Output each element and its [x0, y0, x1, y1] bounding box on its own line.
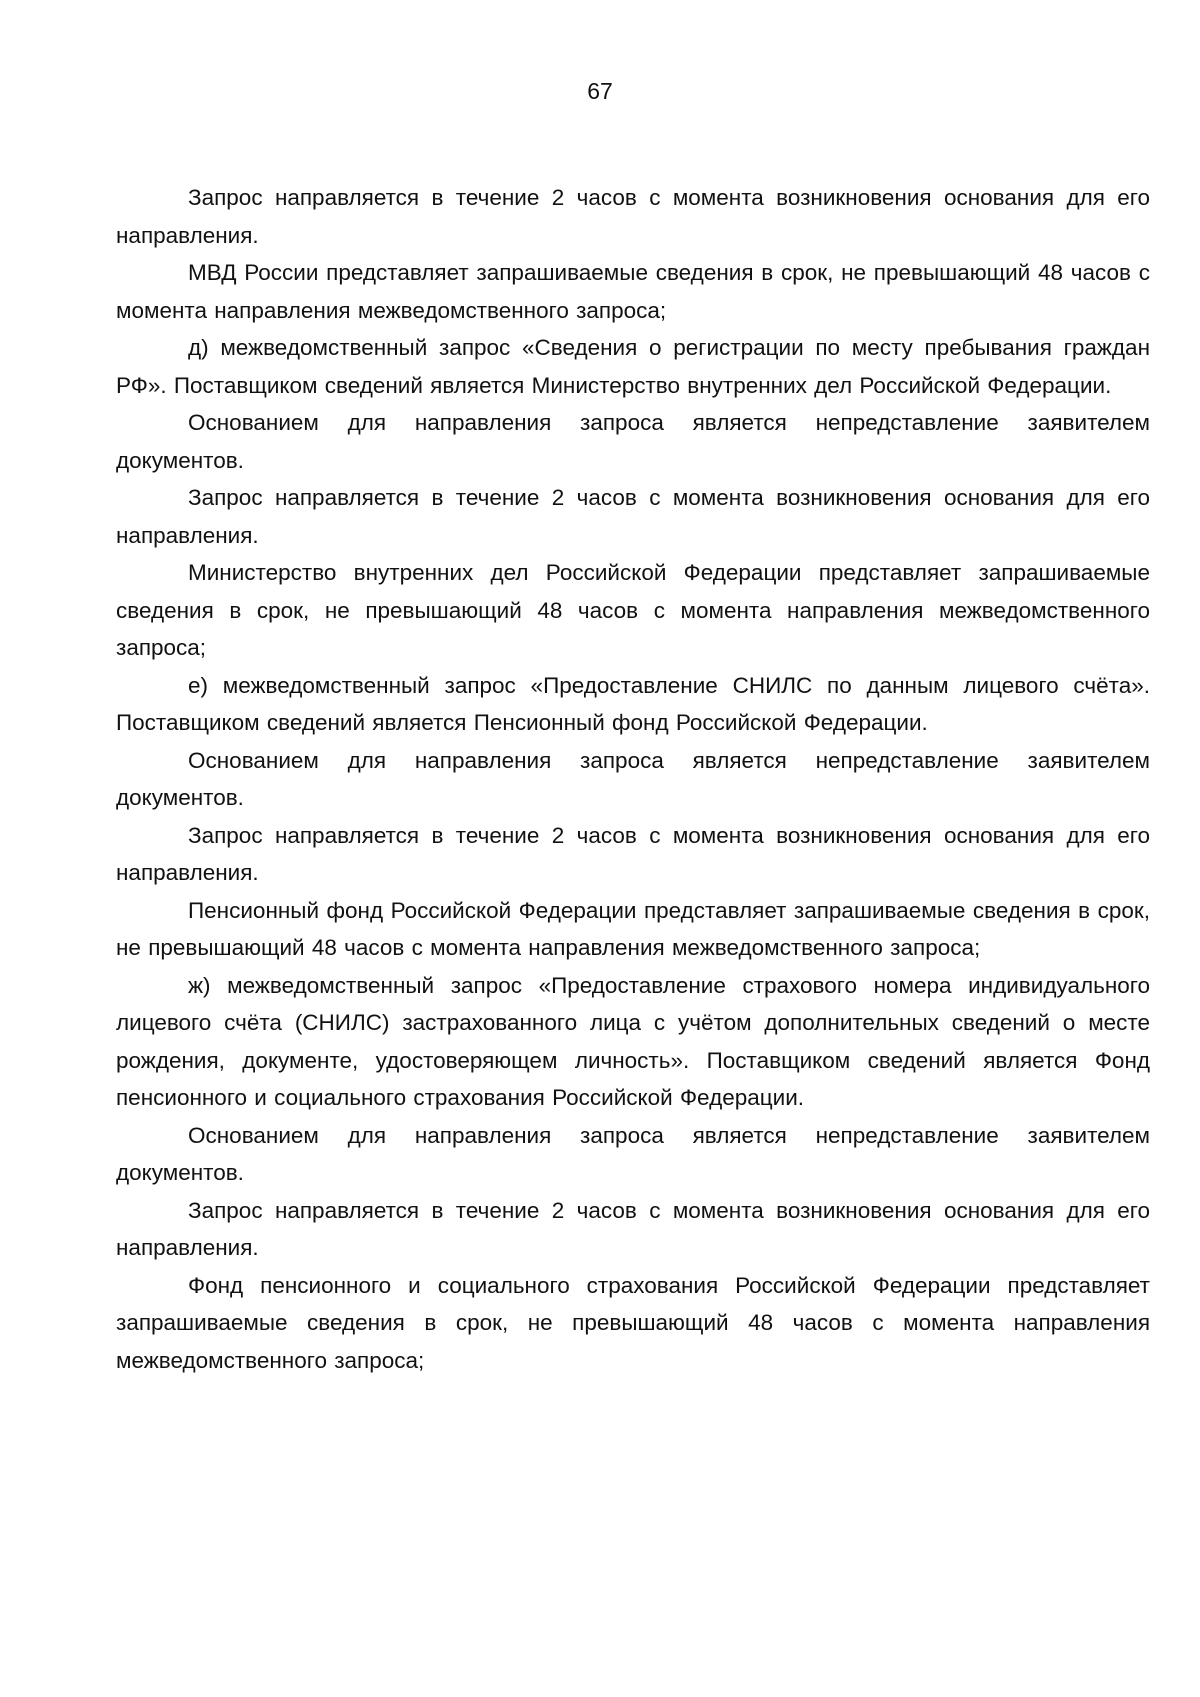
- paragraph: Запрос направляется в течение 2 часов с момента возникновения основания для его направления.: [116, 822, 1150, 885]
- page-number: 67: [587, 78, 613, 104]
- paragraph: Запрос направляется в течение 2 часов с момента возникновения основания для его направления.: [116, 485, 1150, 548]
- paragraph: МВД России представляет запрашиваемые сведения в срок, не превышающий 48 часов с момента направления межведомственного запроса;: [116, 260, 1150, 323]
- paragraph: е) межведомственный запрос «Предоставление СНИЛС по данным лицевого счёта». Поставщиком сведений является Пенсионный фонд Российской Федерации.: [116, 672, 1150, 735]
- paragraph: Основанием для направления запроса является непредставление заявителем документов.: [116, 410, 1150, 473]
- paragraph: Министерство внутренних дел Российской Федерации представляет запрашиваемые сведения в срок, не превышающий 48 часов с момента направления межведомственного запроса;: [116, 560, 1150, 660]
- document-body: [116, 179, 1150, 1379]
- paragraph: ж) межведомственный запрос «Предоставление страхового номера индивидуального лицевого счёта (СНИЛС) застрахованного лица с учётом дополнительных сведений о месте рождения, документе, удостоверяющем личность». Поставщиком сведений является Фонд пенсионного и социального страхования Российской Федерации.: [116, 972, 1150, 1110]
- paragraph: Фонд пенсионного и социального страхования Российской Федерации представляет запрашиваемые сведения в срок, не превышающий 48 часов с момента направления межведомственного запроса;: [116, 1272, 1150, 1373]
- paragraph: Запрос направляется в течение 2 часов с момента возникновения основания для его направления.: [116, 185, 1150, 248]
- paragraph: Основанием для направления запроса является непредставление заявителем документов.: [116, 1122, 1150, 1185]
- paragraph: Пенсионный фонд Российской Федерации представляет запрашиваемые сведения в срок, не превышающий 48 часов с момента направления межведомственного запроса;: [116, 897, 1150, 960]
- paragraph: Основанием для направления запроса является непредставление заявителем документов.: [116, 747, 1150, 810]
- paragraph: Запрос направляется в течение 2 часов с момента возникновения основания для его направления.: [116, 1197, 1150, 1260]
- paragraph: д) межведомственный запрос «Сведения о регистрации по месту пребывания граждан РФ». Поставщиком сведений является Министерство внутренних дел Российской Федерации.: [116, 335, 1150, 398]
